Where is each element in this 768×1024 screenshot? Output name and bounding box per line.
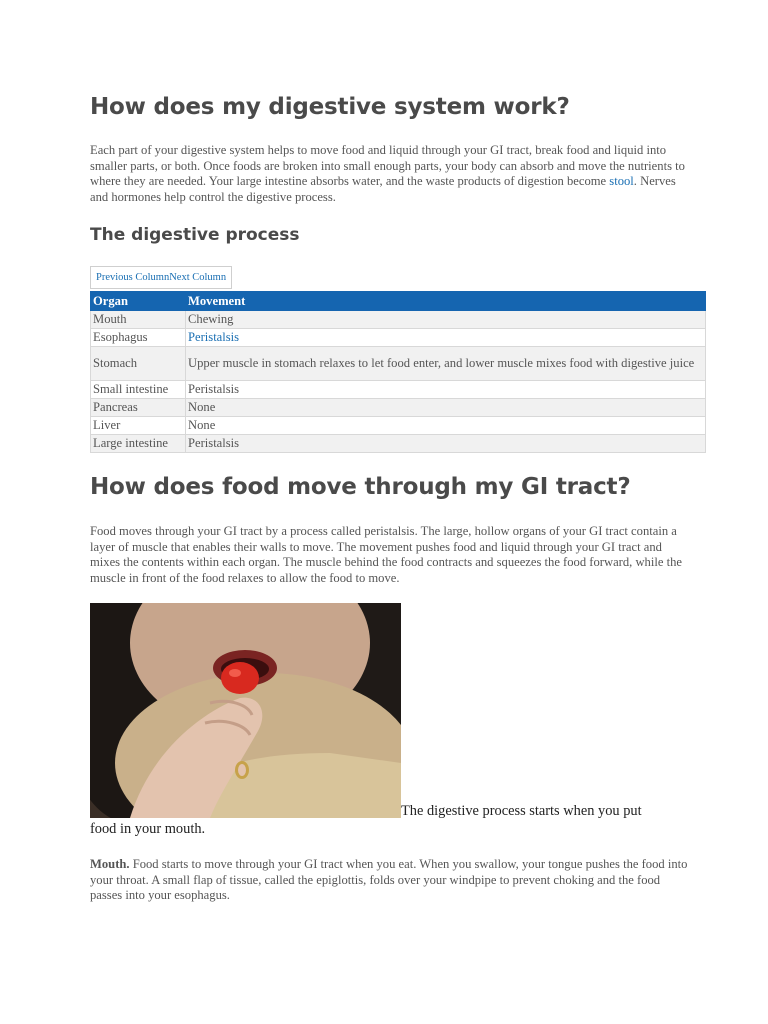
photo-illustration — [90, 603, 401, 818]
mouth-text: Food starts to move through your GI tract when you eat. When you swallow, your tongue pushes the food into your throat. A small flap of tissue, called the epiglottis, folds over your windpipe to prevent choking and the food passes into your esophagus. — [90, 857, 688, 903]
next-column-button[interactable]: Next Column — [169, 272, 227, 283]
mouth-paragraph — [90, 857, 690, 904]
movement-cell: Upper muscle in stomach relaxes to let food enter, and lower muscle mixes food with digestive juice — [186, 347, 706, 381]
intro-text-start: Each part of your digestive system helps to move food and liquid through your GI tract, break food and liquid into smaller parts, or both. Once foods are broken into small enough parts, your body can absorb and move the nutrients to where they are needed. Your large intestine absorbs water, and the waste products of digestion become — [90, 143, 685, 189]
column-header-movement: Movement — [186, 292, 706, 311]
table-row — [91, 329, 706, 347]
movement-cell: None — [186, 399, 706, 417]
table-header-row — [91, 292, 706, 311]
mouth-label: Mouth. — [90, 857, 130, 871]
peristalsis-link[interactable]: Peristalsis — [188, 330, 240, 344]
organ-cell: Small intestine — [91, 381, 186, 399]
organ-cell: Esophagus — [91, 329, 186, 347]
intro-text-end: . Nerves and hormones help control the digestive process. — [90, 174, 676, 204]
column-navigation — [90, 266, 232, 289]
heading-food-movement: How does food move through my GI tract? — [90, 474, 631, 500]
column-header-organ: Organ — [91, 292, 186, 311]
movement-cell — [186, 329, 706, 347]
movement-cell: None — [186, 417, 706, 435]
movement-cell: Chewing — [186, 311, 706, 329]
table-row — [91, 381, 706, 399]
organ-cell: Large intestine — [91, 435, 186, 453]
organ-cell: Pancreas — [91, 399, 186, 417]
table-row — [91, 435, 706, 453]
woman-eating-strawberry-image — [90, 603, 401, 818]
heading-digestive-system: How does my digestive system work? — [90, 94, 570, 120]
previous-column-button[interactable]: Previous Column — [96, 272, 170, 283]
digestive-process-table — [90, 291, 706, 453]
movement-cell: Peristalsis — [186, 435, 706, 453]
table-row — [91, 347, 706, 381]
organ-cell: Stomach — [91, 347, 186, 381]
heading-digestive-process: The digestive process — [90, 225, 300, 245]
table-row — [91, 399, 706, 417]
intro-paragraph — [90, 143, 690, 205]
organ-cell: Liver — [91, 417, 186, 435]
table-row — [91, 311, 706, 329]
stool-link[interactable]: stool — [609, 174, 634, 189]
image-caption: The digestive process starts when you put food in your mouth. — [90, 803, 642, 837]
movement-cell: Peristalsis — [186, 381, 706, 399]
table-row — [91, 417, 706, 435]
peristalsis-paragraph: Food moves through your GI tract by a process called peristalsis. The large, hollow organs of your GI tract contain a layer of muscle that enables their walls to move. The movement pushes food and liquid through your GI tract and mixes the contents within each organ. The muscle behind the food contracts and squeezes the food forward, while the muscle in front of the food relaxes to allow the food to move. — [90, 524, 682, 585]
organ-cell: Mouth — [91, 311, 186, 329]
